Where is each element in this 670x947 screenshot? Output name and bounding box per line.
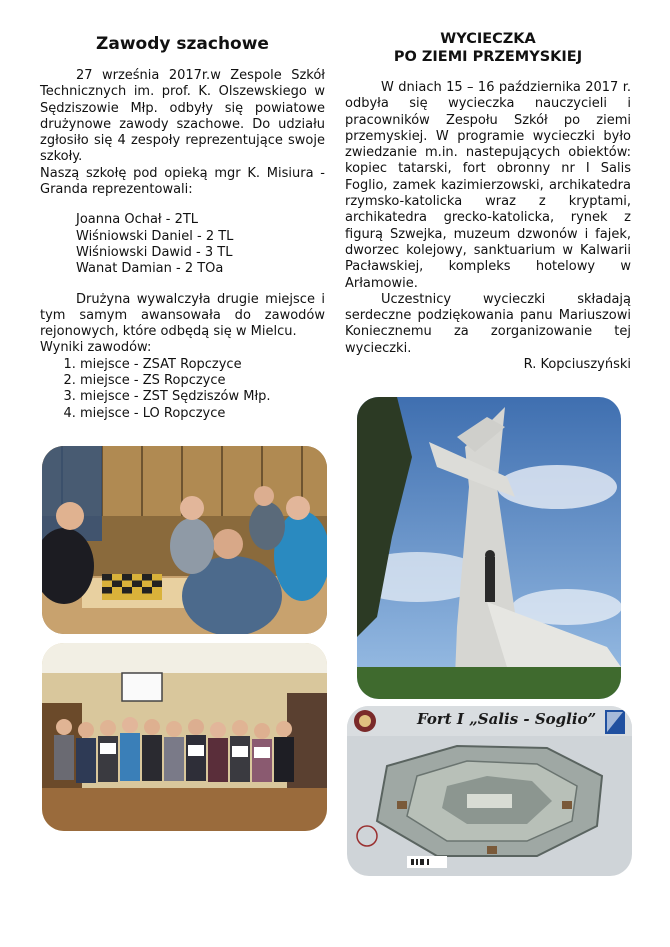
chess-intro: 27 września 2017r.w Zespole Szkół Technicznych im. prof. K. Olszewskiego w Sędziszowie Młp. odbyły się powiatowe drużynowe zawody szachowe. Do udziału zgłosiło się 4 zespoły reprezentujące swoje szkoły. (40, 68, 325, 165)
trip-title-line1: WYCIECZKA (440, 31, 536, 47)
player-item: Wiśniowski Dawid - 3 TL (76, 244, 233, 260)
result-item: 4. miejsce - LO Ropczyce (80, 406, 325, 422)
result-item: 1. miejsce - ZSAT Ropczyce (80, 357, 325, 373)
trip-article (345, 28, 631, 373)
result-item: 2. miejsce - ZS Ropczyce (80, 373, 325, 389)
trip-signature: R. Kopciuszyński (523, 357, 631, 373)
fort-sign-title: Fort I „Salis - Soglio” (417, 710, 597, 728)
chess-article (40, 28, 325, 422)
chess-outcome: Drużyna wywalczyła drugie miejsce i tym samym awansowała do zawodów rejonowych, które odbędą się w Mielcu. (40, 291, 325, 340)
fort-sign-photo (347, 706, 632, 876)
cross-monument-photo (357, 397, 621, 699)
trip-thanks: Uczestnicy wycieczki składają serdeczne podziękowania panu Mariuszowi Koniecznemu za zorganizowanie tej wycieczki. (345, 291, 631, 356)
chess-represented: Naszą szkołę pod opieką mgr K. Misiura - Granda reprezentowali: (40, 165, 325, 198)
trip-paragraph: W dniach 15 – 16 października 2017 r. odbyła się wycieczka nauczycieli i pracowników Zespołu Szkół po ziemi przemyskiej. W programie wycieczki było zwiedzanie m.in. nastepujących obiektów: kopiec tatarski, fort obronny nr I Salis Foglio, zamek kazimierzowski, archikatedra rzymsko-katolicka wraz z kryptami, archikatedra grecko-katolicka, rynek z figurą Szwejka, muzeum dzwonów i fajek, dworzec kolejowy, sanktuarium w Kalwarii Pacławskiej, kompleks hotelowy w Arłamowie. (345, 80, 631, 291)
team-group-photo (42, 643, 327, 831)
results-list (40, 357, 325, 422)
trip-article-title (345, 30, 631, 66)
player-item: Wiśniowski Daniel - 2 TL (76, 228, 234, 244)
results-label: Wyniki zawodów: (40, 340, 152, 356)
player-item: Wanat Damian - 2 TOa (76, 261, 224, 277)
chess-match-photo (42, 446, 327, 634)
result-item: 3. miejsce - ZST Sędziszów Młp. (80, 389, 325, 405)
player-item: Joanna Ochał - 2TL (76, 212, 199, 228)
trip-title-line2: PO ZIEMI PRZEMYSKIEJ (393, 49, 583, 65)
players-list (40, 212, 325, 277)
chess-article-title: Zawody szachowe (96, 34, 269, 54)
